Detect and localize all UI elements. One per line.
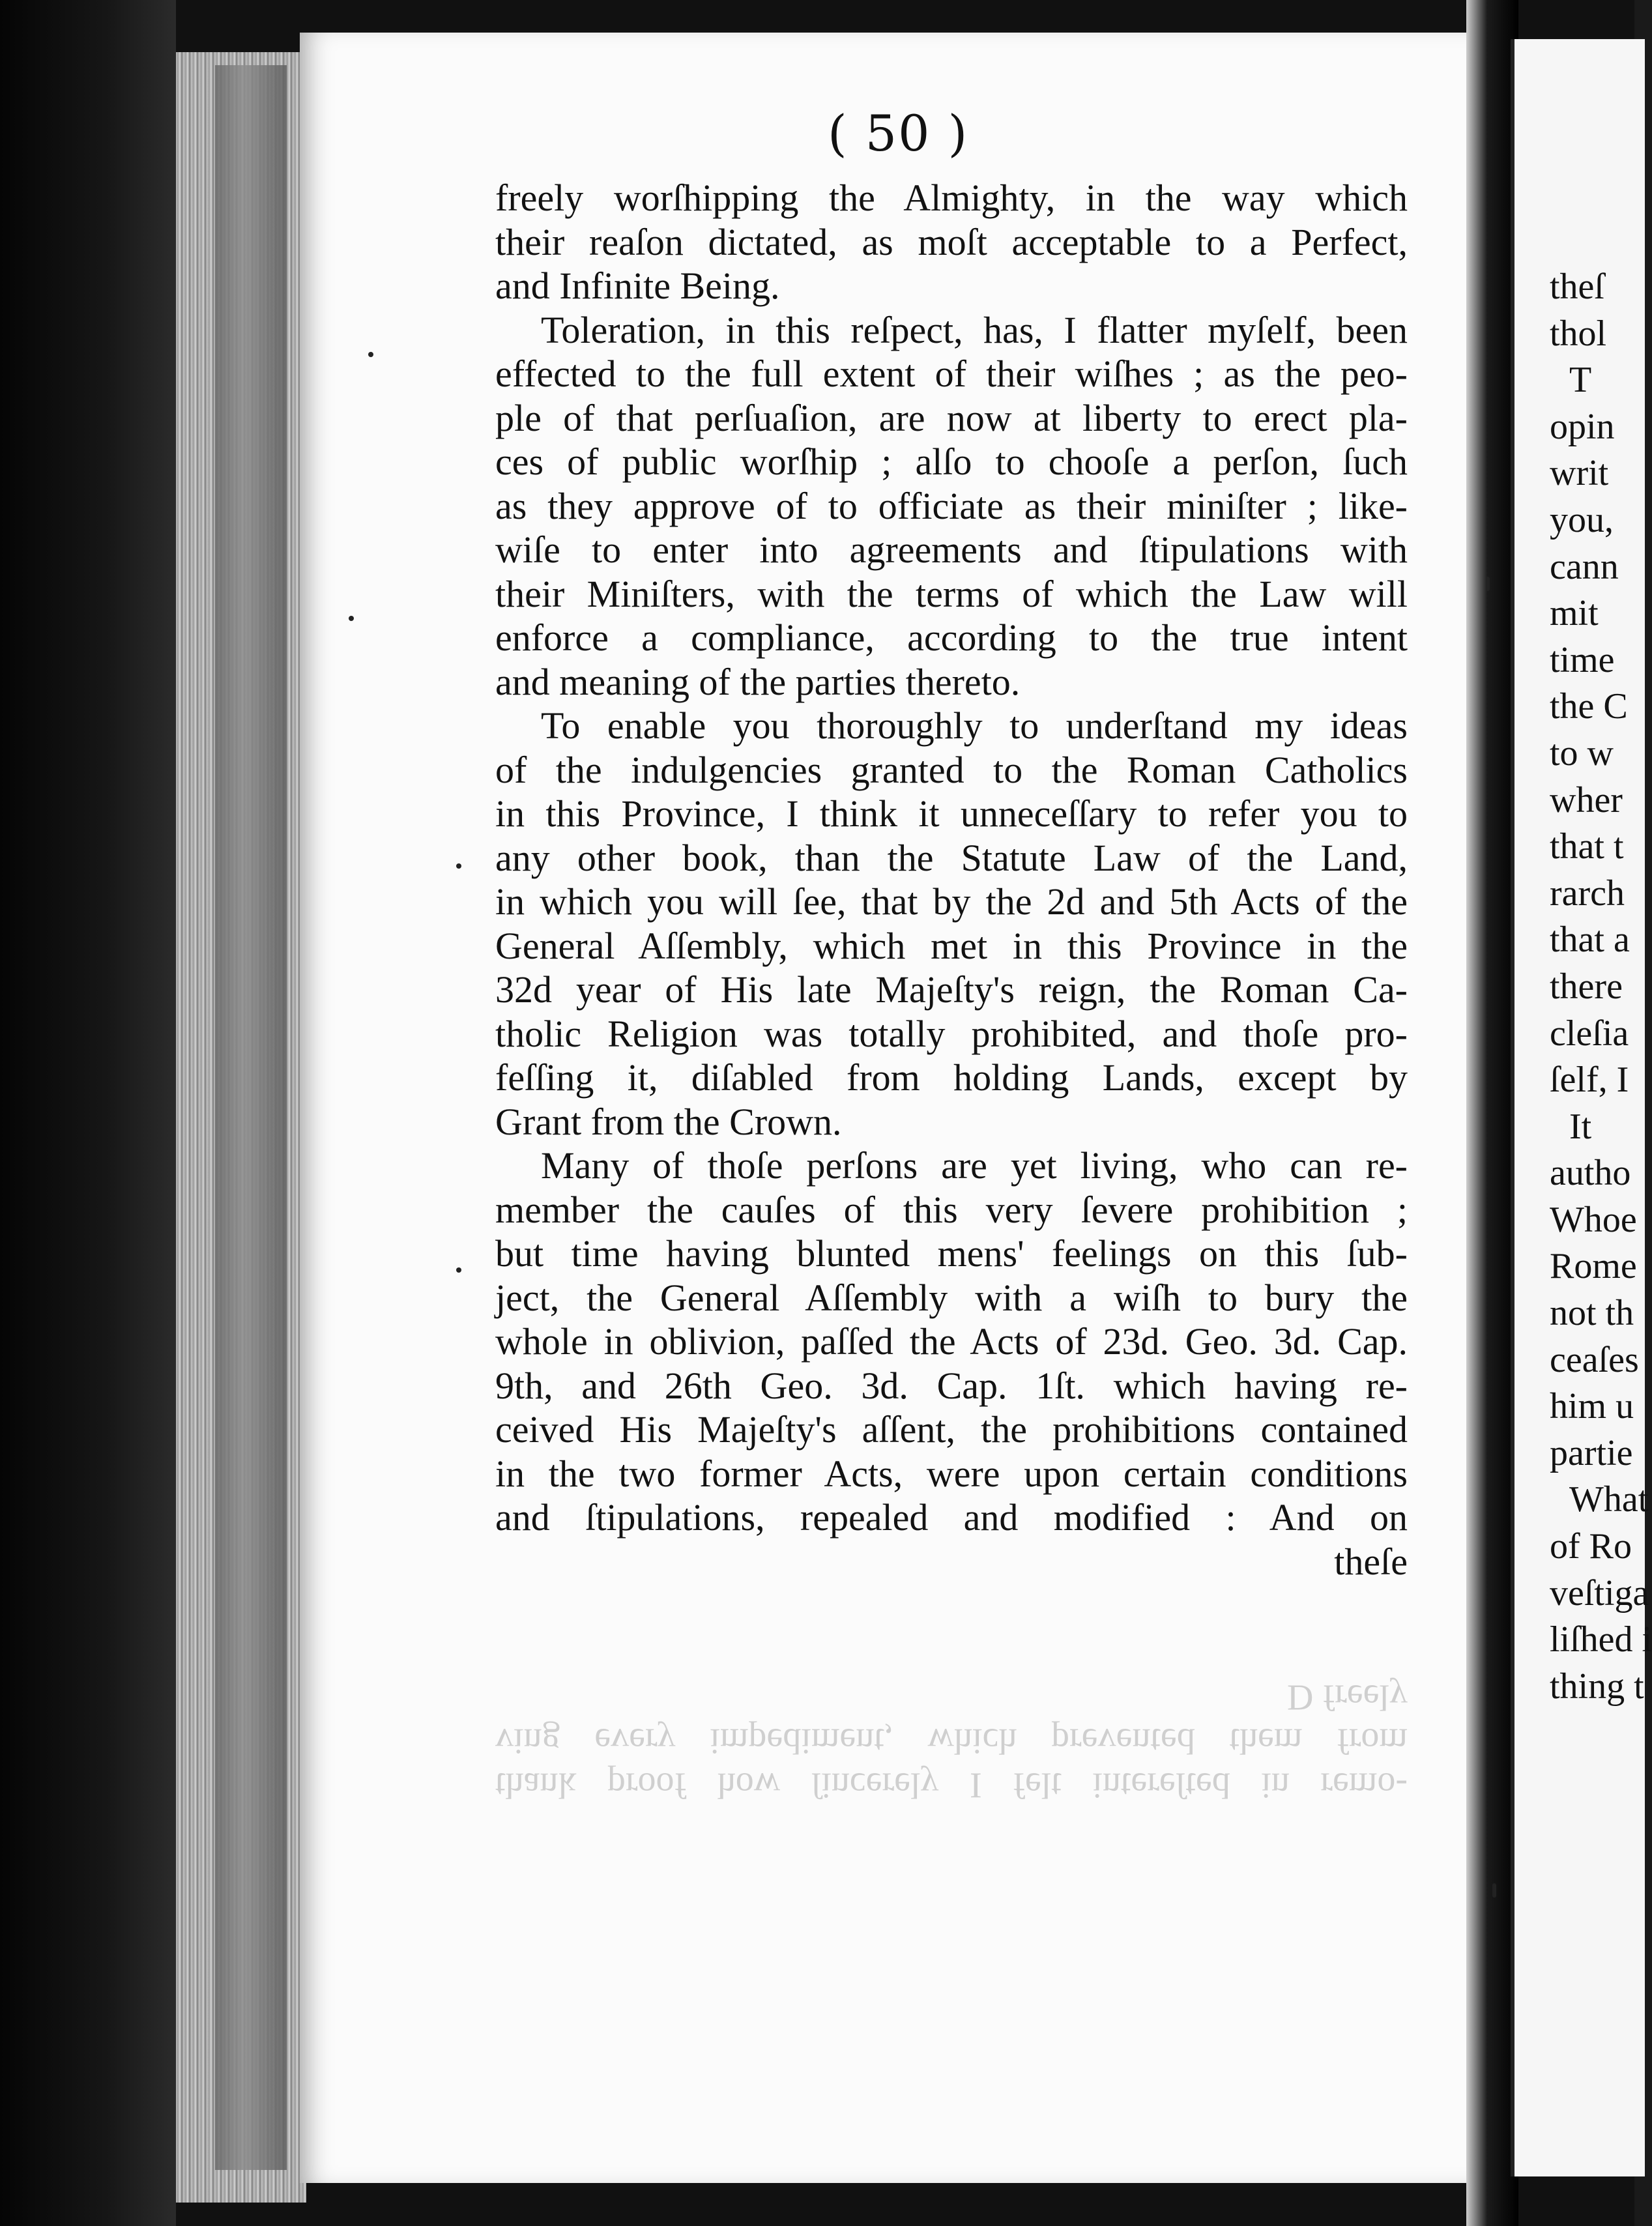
gutter-mark <box>1492 1883 1496 1898</box>
facing-page-line: rarch <box>1550 873 1625 914</box>
text-line: in the two former Acts, were upon certain conditions <box>495 1452 1408 1495</box>
text-line: wiſe to enter into agreements and ſtipulations with <box>495 528 1408 571</box>
facing-page-line: wher <box>1550 779 1623 820</box>
body-text <box>495 176 1408 1583</box>
text-line: General Aſſembly, which met in this Province in the <box>495 924 1408 967</box>
text-line: Grant from the Crown. <box>495 1100 842 1143</box>
text-line: ject, the General Aſſembly with a wiſh to bury the <box>495 1276 1408 1319</box>
facing-page-line: time <box>1550 639 1615 680</box>
page-number: ( 50 ) <box>828 104 969 162</box>
book-spine-shadow <box>215 65 287 2170</box>
facing-page-line: mit <box>1550 593 1599 634</box>
margin-dot <box>456 863 461 869</box>
text-line: Toleration, in this reſpect, has, I flatter myſelf, been <box>541 308 1408 351</box>
facing-page-line: ceaſes <box>1550 1339 1639 1380</box>
text-line: and ſtipulations, repealed and modified : And on <box>495 1496 1408 1539</box>
bleed-through-line: ving every impediment, which prevented them from <box>495 1721 1408 1761</box>
facing-page-line: theſ <box>1550 267 1604 307</box>
catchword: theſe <box>1334 1540 1408 1583</box>
text-line: as they approve of to officiate as their miniſter ; like- <box>495 484 1408 527</box>
text-line: their reaſon dictated, as moſt acceptable to a Perfect, <box>495 220 1408 263</box>
facing-page-line: Whoe <box>1550 1199 1637 1240</box>
text-line: any other book, than the Statute Law of the Land, <box>495 836 1408 879</box>
text-line: feſſing it, diſabled from holding Lands, except by <box>495 1056 1408 1099</box>
text-line: ces of public worſhip ; alſo to chooſe a perſon, ſuch <box>495 441 1408 483</box>
facing-page-line: there <box>1550 966 1623 1007</box>
gutter-mark <box>1486 577 1490 591</box>
facing-page-line: that a <box>1550 919 1630 961</box>
text-line: To enable you thoroughly to underſtand my ideas <box>541 704 1408 747</box>
bleed-through-text <box>495 1675 1408 1807</box>
facing-page-line: to w <box>1550 732 1614 773</box>
facing-page-line: Rome <box>1550 1246 1637 1287</box>
facing-page-text <box>1550 264 1652 1710</box>
facing-page-line: thol <box>1550 313 1607 354</box>
facing-page-line: thing t <box>1550 1666 1644 1707</box>
text-line: 32d year of His late Majeſty's reign, the Roman Ca- <box>495 968 1408 1011</box>
margin-dot <box>456 1267 461 1273</box>
text-line: effected to the full extent of their wiſhes ; as the peo- <box>495 353 1408 395</box>
text-line: tholic Religion was totally prohibited, and thoſe pro- <box>495 1012 1408 1055</box>
text-line: of the indulgencies granted to the Roman Catholics <box>495 748 1408 791</box>
facing-page-line: not th <box>1550 1293 1634 1334</box>
text-line: freely worſhipping the Almighty, in the way which <box>495 177 1408 219</box>
margin-dot <box>368 352 373 357</box>
text-line: member the cauſes of this very ſevere prohibition ; <box>495 1188 1408 1231</box>
text-line: enforce a compliance, according to the true intent <box>495 616 1408 659</box>
bleed-through-line: D freely <box>1286 1677 1408 1718</box>
facing-page-line: that t <box>1550 826 1624 867</box>
facing-page-line: ſelf, I <box>1550 1060 1629 1101</box>
facing-page-line: liſhed i <box>1550 1619 1652 1660</box>
text-line: in which you will ſee, that by the 2d and 5th Acts of the <box>495 880 1408 923</box>
text-line: and meaning of the parties thereto. <box>495 660 1021 703</box>
text-line: whole in oblivion, paſſed the Acts of 23d. Geo. 3d. Cap. <box>495 1320 1408 1363</box>
facing-page-line: him u <box>1550 1386 1634 1427</box>
facing-page-line: the C <box>1550 686 1628 727</box>
facing-page-line: veſtiga <box>1550 1572 1649 1613</box>
text-line: their Miniſters, with the terms of which the Law will <box>495 572 1408 615</box>
text-line: ple of that perſuaſion, are now at liberty to erect pla- <box>495 396 1408 439</box>
facing-page-line: cleſia <box>1550 1013 1629 1054</box>
facing-page-line: opin <box>1550 406 1615 447</box>
facing-page-line: What <box>1569 1479 1649 1520</box>
bleed-through-line: thank proof how ſincerely I felt intereſted in remo- <box>495 1765 1408 1806</box>
facing-page-line: you, <box>1550 499 1614 540</box>
facing-page-line: T <box>1569 360 1592 401</box>
text-line: and Infinite Being. <box>495 265 780 307</box>
text-line: Many of thoſe perſons are yet living, who can re- <box>541 1144 1408 1187</box>
text-line: in this Province, I think it unneceſſary to refer you to <box>495 792 1408 835</box>
text-line: but time having blunted mens' feelings on this ſub- <box>495 1232 1408 1275</box>
scan-left-margin <box>0 0 176 2226</box>
facing-page-line: cann <box>1550 546 1619 587</box>
margin-dot <box>349 616 354 621</box>
facing-page-line: It <box>1569 1106 1592 1147</box>
text-line: 9th, and 26th Geo. 3d. Cap. 1ſt. which having re- <box>495 1364 1408 1407</box>
facing-page-line: partie <box>1550 1432 1633 1473</box>
text-line: ceived His Majeſty's aſſent, the prohibitions contained <box>495 1408 1408 1451</box>
facing-page-line: writ <box>1550 453 1609 494</box>
facing-page-line: of Ro <box>1550 1526 1632 1567</box>
facing-page-line: autho <box>1550 1153 1631 1194</box>
